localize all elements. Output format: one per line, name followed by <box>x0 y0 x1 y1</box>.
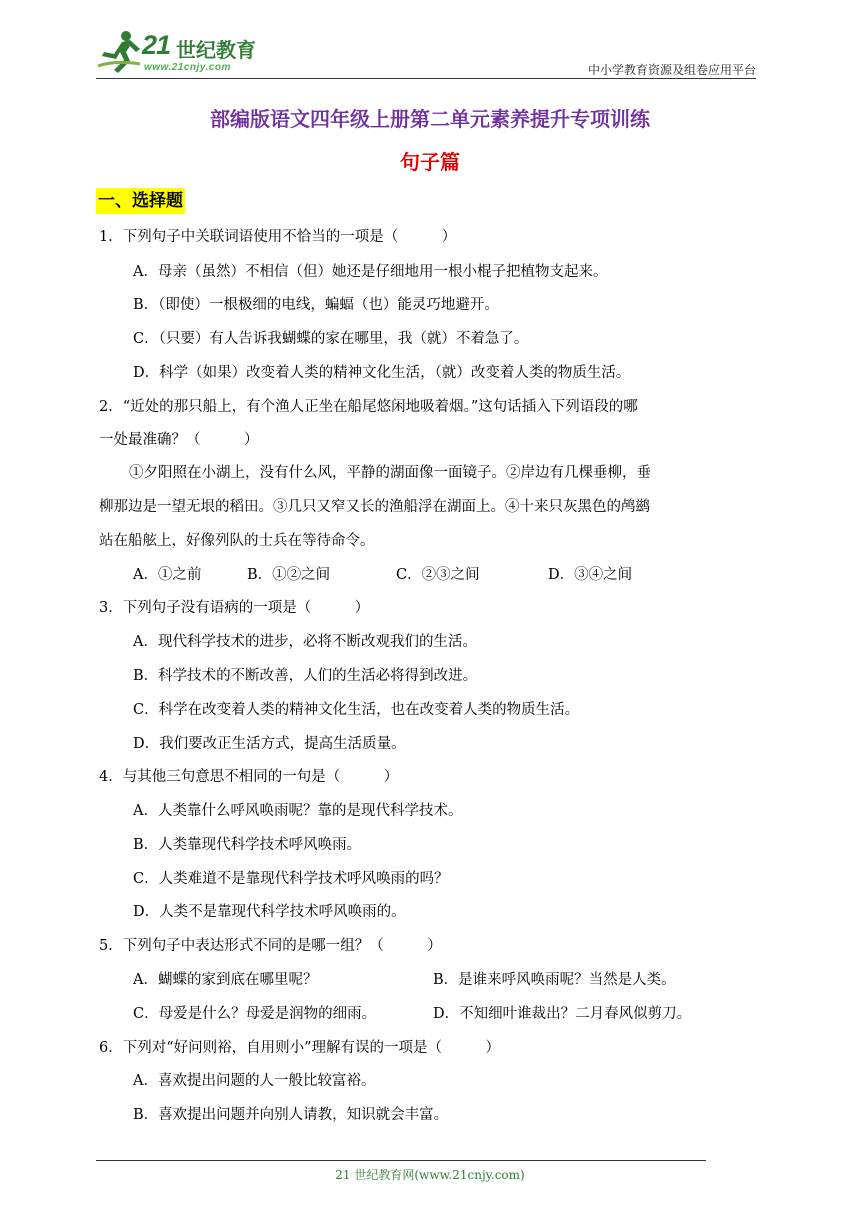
question-4-option-a: A．人类靠什么呼风唤雨呢？靠的是现代科学技术。 <box>133 803 463 819</box>
question-2-passage-line3: 站在船舷上，好像列队的士兵在等待命令。 <box>99 533 375 549</box>
question-4-stem: 4．与其他三句意思不相同的一句是（ ） <box>99 769 399 785</box>
question-6-option-b: B．喜欢提出问题并向别人请教，知识就会丰富。 <box>133 1107 449 1123</box>
question-4-option-b: B．人类靠现代科学技术呼风唤雨。 <box>133 837 362 853</box>
page-title: 部编版语文四年级上册第二单元素养提升专项训练 <box>210 107 650 131</box>
question-2-option-c: C．②③之间 <box>396 567 480 583</box>
question-5-option-a: A．蝴蝶的家到底在哪里呢？ <box>133 972 318 988</box>
question-3-option-c: C．科学在改变着人类的精神文化生活，也在改变着人类的物质生活。 <box>133 702 580 718</box>
question-3-stem: 3．下列句子没有语病的一项是（ ） <box>99 600 370 616</box>
header-divider <box>96 78 756 79</box>
page-header <box>0 0 860 80</box>
question-6-stem: 6．下列对“好问则裕，自用则小”理解有误的一项是（ ） <box>99 1040 501 1056</box>
logo-text: 世纪教育 <box>176 38 256 62</box>
logo-number: 21 <box>142 30 171 60</box>
question-5-option-d: D．不知细叶谁裁出？二月春风似剪刀。 <box>433 1006 692 1022</box>
question-2-stem-line1: 2．“近处的那只船上，有个渔人正坐在船尾悠闲地吸着烟。”这句话插入下列语段的哪 <box>99 399 638 415</box>
footer-link[interactable]: 21 世纪教育网(www.21cnjy.com) <box>335 1168 525 1182</box>
question-1-option-c: C．（只要）有人告诉我蝴蝶的家在哪里，我（就）不着急了。 <box>133 331 529 347</box>
question-4-option-c: C．人类难道不是靠现代科学技术呼风唤雨的吗？ <box>133 871 449 887</box>
question-5-option-b: B．是谁来呼风唤雨呢？当然是人类。 <box>433 972 676 988</box>
question-2-option-d: D．③④之间 <box>548 567 633 583</box>
question-2-passage-line2: 柳那边是一望无垠的稻田。③几只又窄又长的渔船浮在湖面上。④十来只灰黑色的鸬鹚 <box>99 499 650 515</box>
question-6-option-a: A．喜欢提出问题的人一般比较富裕。 <box>133 1073 376 1089</box>
question-1-stem: 1．下列句子中关联词语使用不恰当的一项是（ ） <box>99 229 457 245</box>
question-3-option-a: A．现代科学技术的进步，必将不断改观我们的生活。 <box>133 634 477 650</box>
question-2-passage-line1: ①夕阳照在小湖上，没有什么风，平静的湖面像一面镜子。②岸边有几棵垂柳，垂 <box>129 465 651 481</box>
footer-divider <box>96 1160 706 1161</box>
question-5-option-c: C．母爱是什么？母爱是润物的细雨。 <box>133 1006 377 1022</box>
question-1-option-b: B．（即使）一根极细的电线，蝙蝠（也）能灵巧地避开。 <box>133 297 499 313</box>
runner-icon <box>96 30 144 74</box>
section-heading: 一、选择题 <box>96 188 185 214</box>
header-platform-text: 中小学教育资源及组卷应用平台 <box>587 63 756 77</box>
question-2-stem-line2: 一处最准确？（ ） <box>99 432 259 448</box>
question-1-option-d: D．科学（如果）改变着人类的精神文化生活，（就）改变着人类的物质生活。 <box>133 365 631 381</box>
site-logo[interactable] <box>96 30 266 78</box>
question-2-option-a: A．①之前 <box>133 567 202 583</box>
question-5-stem: 5．下列句子中表达形式不同的是哪一组？（ ） <box>99 938 442 954</box>
question-2-option-b: B．①②之间 <box>247 567 331 583</box>
question-1-option-a: A．母亲（虽然）不相信（但）她还是仔细地用一根小棍子把植物支起来。 <box>133 264 608 280</box>
page-subtitle: 句子篇 <box>400 150 460 174</box>
logo-url: www.21cnjy.com <box>144 62 231 73</box>
question-4-option-d: D．人类不是靠现代科学技术呼风唤雨的。 <box>133 904 406 920</box>
question-3-option-d: D．我们要改正生活方式，提高生活质量。 <box>133 736 406 752</box>
question-3-option-b: B．科学技术的不断改善，人们的生活必将得到改进。 <box>133 668 478 684</box>
